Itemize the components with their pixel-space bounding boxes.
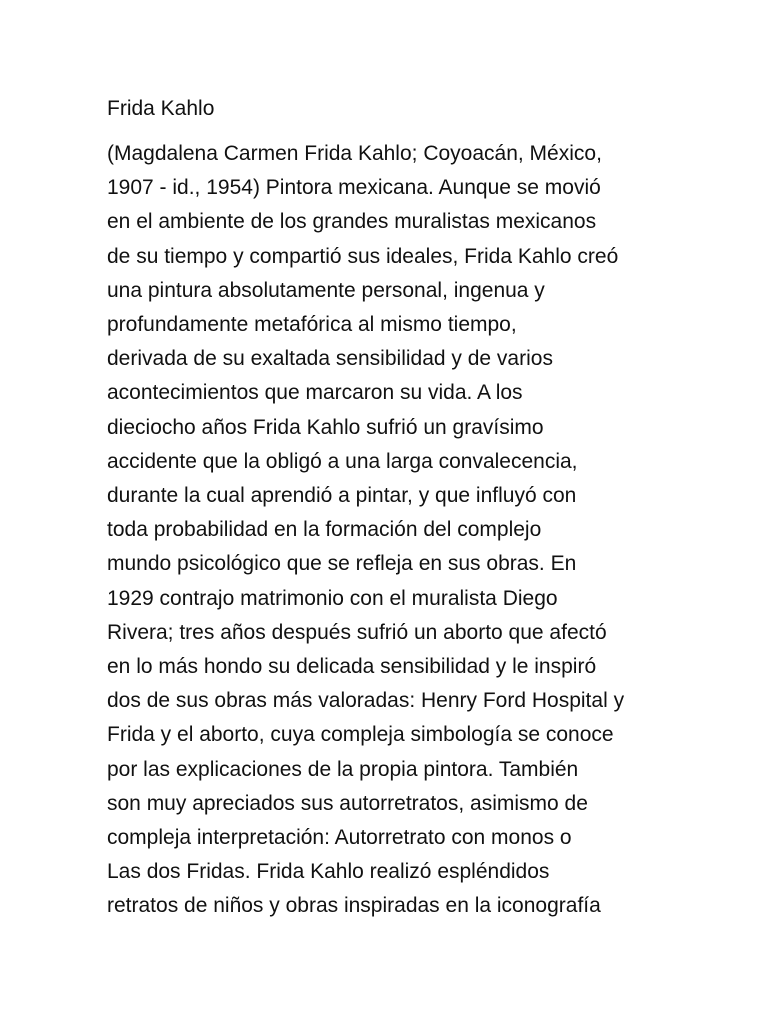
body-line: dieciocho años Frida Kahlo sufrió un gravísimo [107, 415, 544, 439]
body-line: dos de sus obras más valoradas: Henry Ford Hospital y [107, 689, 625, 713]
body-line: Frida y el aborto, cuya compleja simbología se conoce [107, 723, 614, 747]
body-line: accidente que la obligó a una larga convalecencia, [107, 449, 578, 473]
body-line: por las explicaciones de la propia pintora. También [107, 757, 579, 781]
body-line: en lo más hondo su delicada sensibilidad y le inspiró [107, 655, 597, 679]
body-line: Rivera; tres años después sufrió un aborto que afectó [107, 620, 607, 644]
body-line: profundamente metafórica al mismo tiempo, [107, 313, 517, 337]
body-line: 1907 - id., 1954) Pintora mexicana. Aunque se movió [107, 176, 601, 200]
body-line: Las dos Fridas. Frida Kahlo realizó espléndidos [107, 860, 550, 884]
body-line: retratos de niños y obras inspiradas en la iconografía [107, 894, 601, 918]
body-line: acontecimientos que marcaron su vida. A los [107, 381, 523, 405]
body-line: en el ambiente de los grandes muralistas mexicanos [107, 210, 597, 234]
body-line: (Magdalena Carmen Frida Kahlo; Coyoacán, México, [107, 142, 602, 165]
body-line: mundo psicológico que se refleja en sus obras. En [107, 552, 577, 576]
body-line: una pintura absolutamente personal, ingenua y [107, 278, 545, 302]
body-line: durante la cual aprendió a pintar, y que influyó con [107, 484, 577, 508]
body-line: compleja interpretación: Autorretrato con monos o [107, 826, 572, 850]
document-title: Frida Kahlo [107, 97, 215, 120]
body-line: de su tiempo y compartió sus ideales, Frida Kahlo creó [107, 244, 619, 268]
body-line: 1929 contrajo matrimonio con el muralista Diego [107, 586, 558, 610]
body-line: toda probabilidad en la formación del complejo [107, 518, 542, 542]
document-body [107, 137, 667, 924]
body-line: son muy apreciados sus autorretratos, asimismo de [107, 791, 588, 815]
body-line: derivada de su exaltada sensibilidad y de varios [107, 347, 553, 371]
